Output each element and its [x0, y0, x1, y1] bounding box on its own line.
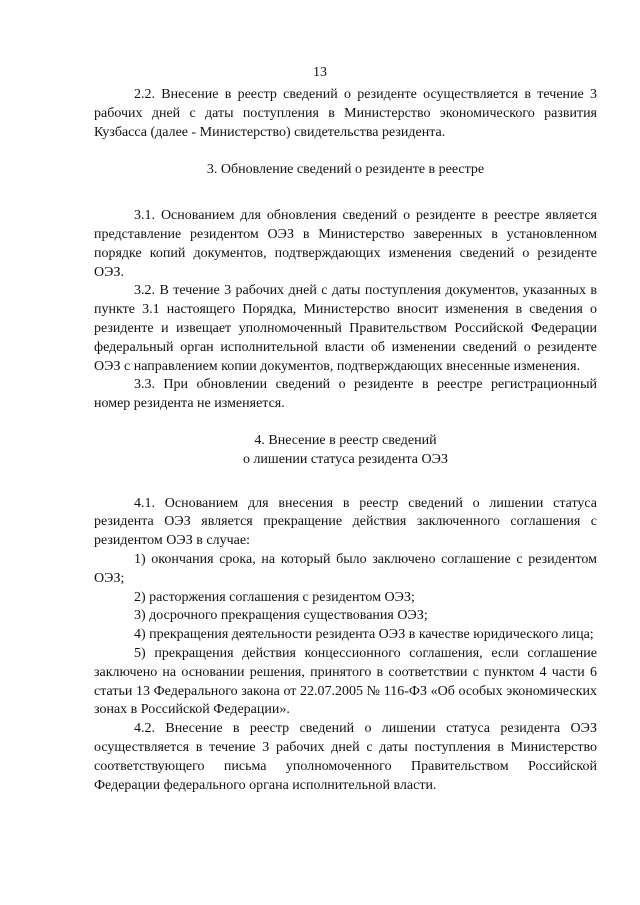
paragraph-2-2: 2.2. Внесение в реестр сведений о резиденте осуществляется в течение 3 рабочих дней с даты поступления в Министерство экономического развития Кузбасса (далее - Министерство) свидетельства резидента.: [94, 87, 597, 140]
list-item-2: 2) расторжения соглашения с резидентом ОЭЗ;: [134, 589, 415, 605]
paragraph-4-1: 4.1. Основанием для внесения в реестр сведений о лишении статуса резидента ОЭЗ является прекращение действия заключенного соглашения с резидентом ОЭЗ в случае:: [94, 495, 597, 549]
paragraph-3-2: 3.2. В течение 3 рабочих дней с даты поступления документов, указанных в пункте 3.1 настоящего Порядка, Министерство вносит изменения в сведения о резиденте и извещает уполномоченный Правительством Российской Федерации федеральный орган исполнительной власти об изменении сведений о резиденте ОЭЗ с направлением копии документов, подтверждающих внесенные изменения.: [94, 283, 597, 374]
section-4-heading: [94, 432, 597, 470]
list-item-4: 4) прекращения деятельности резидента ОЭЗ в качестве юридического лица;: [134, 627, 594, 643]
list-item-1: 1) окончания срока, на который было заключено соглашение с резидентом ОЭЗ;: [94, 551, 597, 586]
document-body: [94, 86, 597, 795]
page-number: 13: [313, 65, 327, 80]
list-item-3: 3) досрочного прекращения существования ОЭЗ;: [134, 608, 428, 624]
paragraph-3-3: 3.3. При обновлении сведений о резиденте в реестре регистрационный номер резидента не изменяется.: [94, 377, 597, 412]
section-4-heading-line1: 4. Внесение в реестр сведений: [254, 432, 437, 448]
paragraph-4-2: 4.2. Внесение в реестр сведений о лишении статуса резидента ОЭЗ осуществляется в течение 3 рабочих дней с даты поступления в Министерство соответствующего письма уполномоченного Правительством Российской Федерации федерального органа исполнительной власти.: [94, 721, 597, 793]
section-3-heading: 3. Обновление сведений о резиденте в реестре: [206, 162, 485, 178]
section-4-heading-line2: о лишении статуса резидента ОЭЗ: [242, 451, 449, 467]
list-item-5: 5) прекращения действия концессионного соглашения, если соглашение заключено на основании решения, принятого в соответствии с пунктом 4 части 6 статьи 13 Федерального закона от 22.07.2005 № 116-ФЗ «Об особых экономических зонах в Российской Федерации».: [94, 645, 597, 718]
paragraph-3-1: 3.1. Основанием для обновления сведений о резиденте в реестре является представление резидентом ОЭЗ в Министерство заверенных в установленном порядке копий документов, подтверждающих изменения сведений о резиденте ОЭЗ.: [94, 208, 597, 280]
